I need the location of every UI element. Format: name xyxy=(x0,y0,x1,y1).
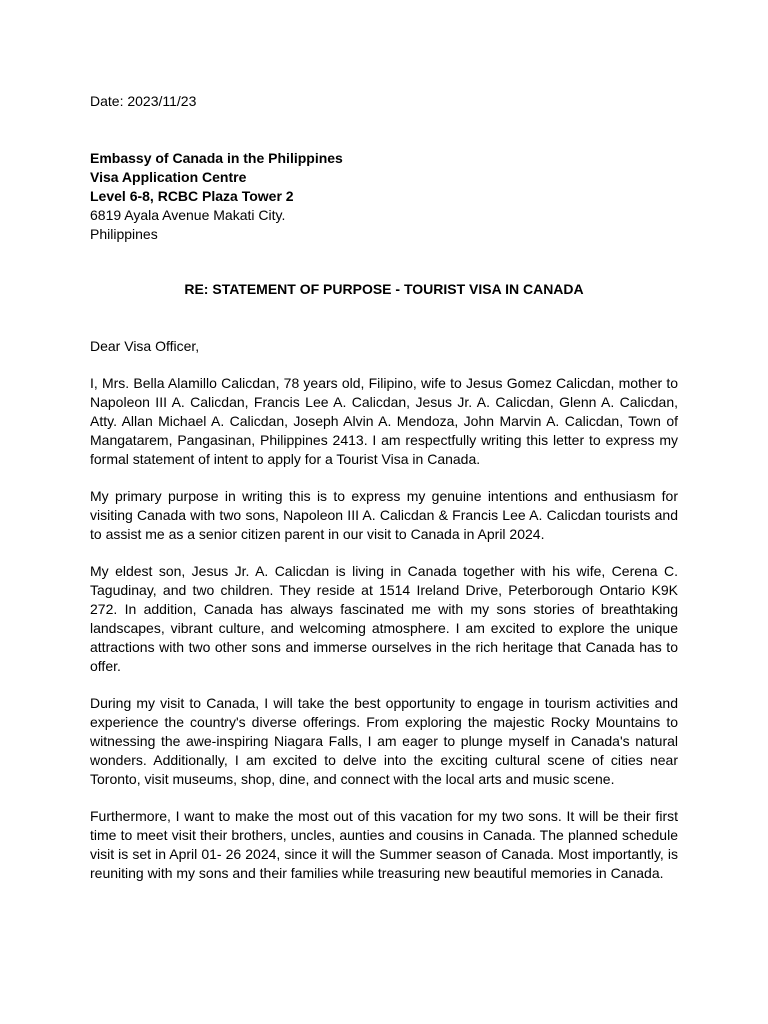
recipient-address xyxy=(90,149,343,244)
body-paragraph-5: Furthermore, I want to make the most out of this vacation for my two sons. It will be their first time to meet visit their brothers, uncles, aunties and cousins in Canada. The planned schedule visit is set in April 01- 26 2024, since it will the Summer season of Canada. Most importantly, is reuniting with my sons and their families while treasuring new beautiful memories in Canada. xyxy=(90,808,678,881)
letter-date: Date: 2023/11/23 xyxy=(90,93,197,109)
recipient-centre: Visa Application Centre xyxy=(90,169,247,185)
recipient-street: 6819 Ayala Avenue Makati City. xyxy=(90,207,286,223)
recipient-building: Level 6-8, RCBC Plaza Tower 2 xyxy=(90,188,294,204)
letter-salutation: Dear Visa Officer, xyxy=(90,338,200,354)
letter-subject: RE: STATEMENT OF PURPOSE - TOURIST VISA IN CANADA xyxy=(184,281,584,297)
body-paragraph-3: My eldest son, Jesus Jr. A. Calicdan is living in Canada together with his wife, Cerena C. Tagudinay, and two children. They reside at 1514 Ireland Drive, Peterborough Ontario K9K 272. In addition, Canada has always fascinated me with my sons stories of breathtaking landscapes, vibrant culture, and welcoming atmosphere. I am excited to explore the unique attractions with two other sons and immerse ourselves in the rich heritage that Canada has to offer. xyxy=(90,563,678,674)
body-paragraph-1: I, Mrs. Bella Alamillo Calicdan, 78 years old, Filipino, wife to Jesus Gomez Calicdan, mother to Napoleon III A. Calicdan, Francis Lee A. Calicdan, Jesus Jr. A. Calicdan, Glenn A. Calicdan, Atty. Allan Michael A. Calicdan, Joseph Alvin A. Mendoza, John Marvin A. Calicdan, Town of Mangatarem, Pangasinan, Philippines 2413. I am respectfully writing this letter to express my formal statement of intent to apply for a Tourist Visa in Canada. xyxy=(90,375,678,467)
body-paragraph-2: My primary purpose in writing this is to express my genuine intentions and enthusiasm for visiting Canada with two sons, Napoleon III A. Calicdan & Francis Lee A. Calicdan tourists and to assist me as a senior citizen parent in our visit to Canada in April 2024. xyxy=(90,488,678,542)
letter-body xyxy=(90,374,678,901)
body-paragraph-4: During my visit to Canada, I will take the best opportunity to engage in tourism activities and experience the country's diverse offerings. From exploring the majestic Rocky Mountains to witnessing the awe-inspiring Niagara Falls, I am eager to plunge myself in Canada's natural wonders. Additionally, I am excited to delve into the exciting cultural scene of cities near Toronto, visit museums, shop, dine, and connect with the local arts and music scene. xyxy=(90,695,678,787)
recipient-embassy: Embassy of Canada in the Philippines xyxy=(90,150,343,166)
recipient-country: Philippines xyxy=(90,226,158,242)
